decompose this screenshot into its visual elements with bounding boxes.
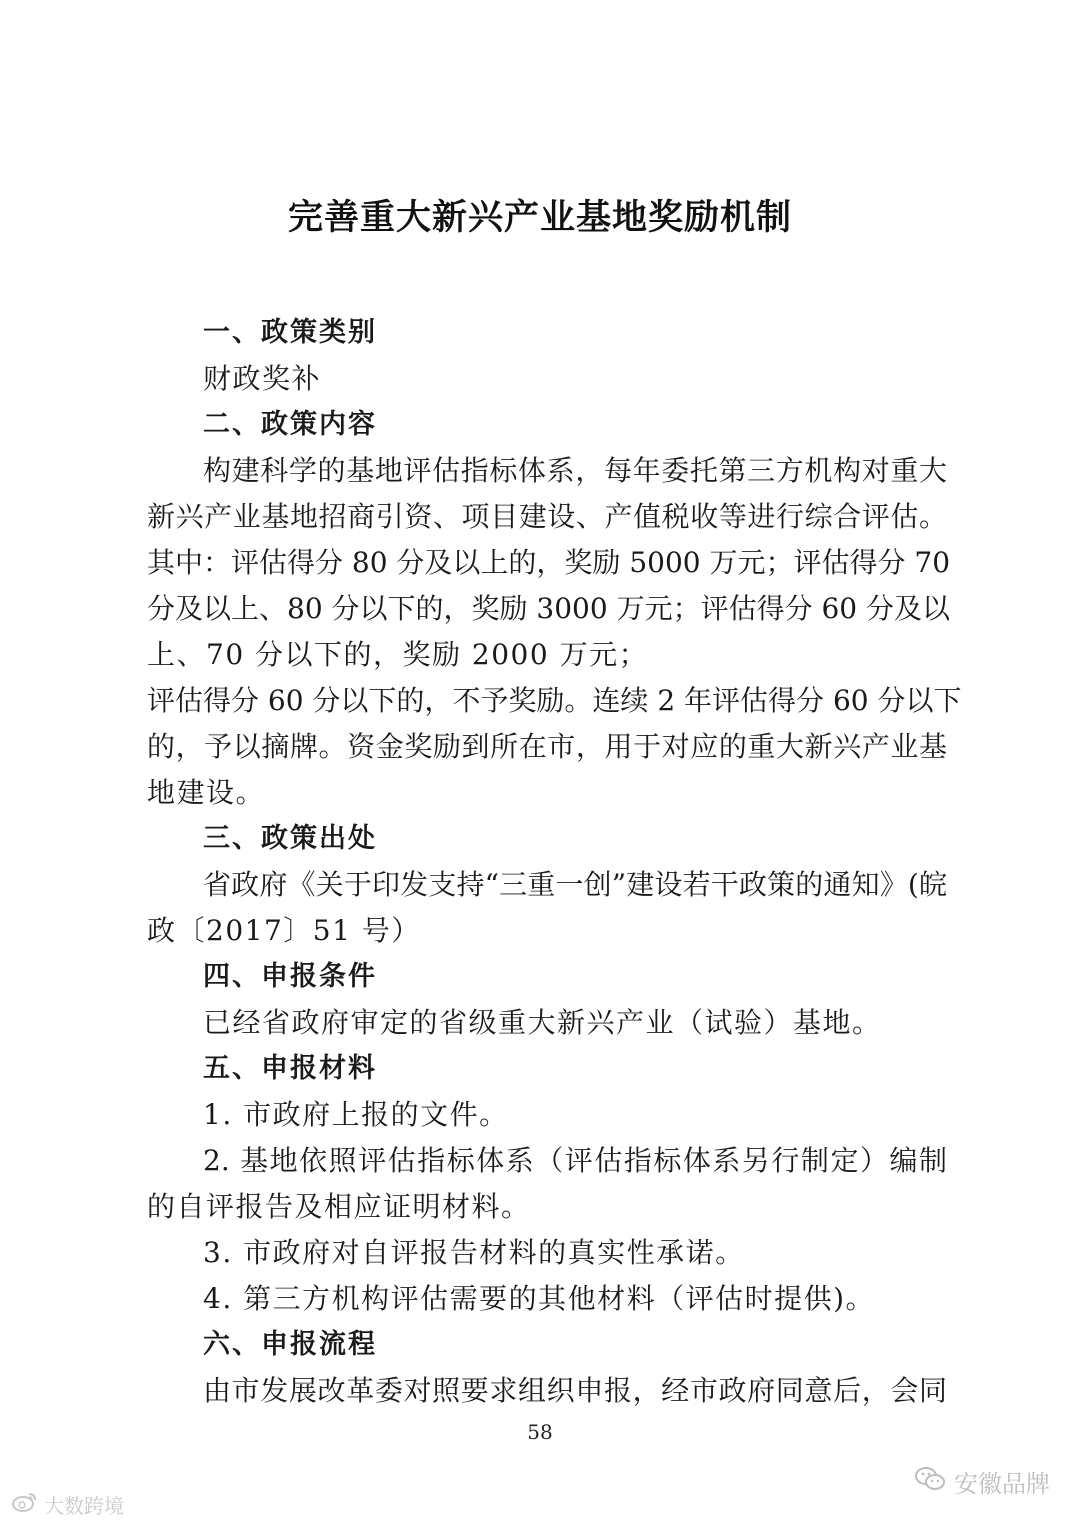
paragraph-line: 的，予以摘牌。资金奖励到所在市，用于对应的重大新兴产业基 bbox=[147, 730, 947, 763]
list-item-continuation: 的自评报告及相应证明材料。 bbox=[147, 1190, 531, 1223]
list-item: 2. 基地依照评估指标体系（评估指标体系另行制定）编制 bbox=[203, 1144, 947, 1177]
section-heading-application-process: 六、申报流程 bbox=[203, 1329, 377, 1360]
paragraph-line: 构建科学的基地评估指标体系，每年委托第三方机构对重大 bbox=[203, 454, 947, 487]
watermark-left bbox=[12, 1490, 124, 1519]
paragraph-line: 地建设。 bbox=[147, 776, 266, 809]
paragraph-line: 由市发展改革委对照要求组织申报，经市政府同意后，会同 bbox=[203, 1374, 947, 1407]
section-heading-policy-source: 三、政策出处 bbox=[203, 823, 377, 854]
watermark-right bbox=[914, 1464, 1050, 1499]
section-heading-policy-content: 二、政策内容 bbox=[203, 409, 377, 440]
paragraph-line: 评估得分 60 分以下的，不予奖励。连续 2 年评估得分 60 分以下 bbox=[147, 684, 962, 717]
document-title: 完善重大新兴产业基地奖励机制 bbox=[287, 197, 792, 238]
list-item: 3. 市政府对自评报告材料的真实性承诺。 bbox=[203, 1236, 745, 1269]
list-item: 4. 第三方机构评估需要的其他材料（评估时提供)。 bbox=[203, 1282, 876, 1315]
wechat-logo-icon bbox=[914, 1465, 946, 1499]
list-item: 1. 市政府上报的文件。 bbox=[203, 1098, 509, 1131]
paragraph-line: 新兴产业基地招商引资、项目建设、产值税收等进行综合评估。 bbox=[147, 500, 947, 533]
paragraph-line: 已经省政府审定的省级重大新兴产业（试验）基地。 bbox=[203, 1006, 882, 1039]
section-heading-policy-category: 一、政策类别 bbox=[203, 317, 377, 348]
page-number: 58 bbox=[527, 1420, 553, 1444]
paragraph-line: 省政府《关于印发支持“三重一创”建设若干政策的通知》(皖 bbox=[203, 868, 947, 901]
paragraph-line: 分及以上、80 分以下的，奖励 3000 万元；评估得分 60 分及以 bbox=[147, 592, 951, 625]
watermark-right-text: 安徽品牌 bbox=[954, 1470, 1050, 1498]
weibo-logo-icon bbox=[12, 1491, 38, 1518]
paragraph-line: 政〔2017〕51 号） bbox=[147, 914, 421, 947]
paragraph-line: 财政奖补 bbox=[203, 362, 322, 395]
document-body bbox=[147, 310, 962, 1414]
section-heading-application-conditions: 四、申报条件 bbox=[203, 961, 377, 992]
watermark-left-text: 大数跨境 bbox=[44, 1494, 124, 1518]
paragraph-line: 其中：评估得分 80 分及以上的，奖励 5000 万元；评估得分 70 bbox=[147, 546, 951, 579]
section-heading-application-materials: 五、申报材料 bbox=[203, 1053, 377, 1084]
paragraph-line: 上、70 分以下的，奖励 2000 万元； bbox=[147, 638, 649, 671]
